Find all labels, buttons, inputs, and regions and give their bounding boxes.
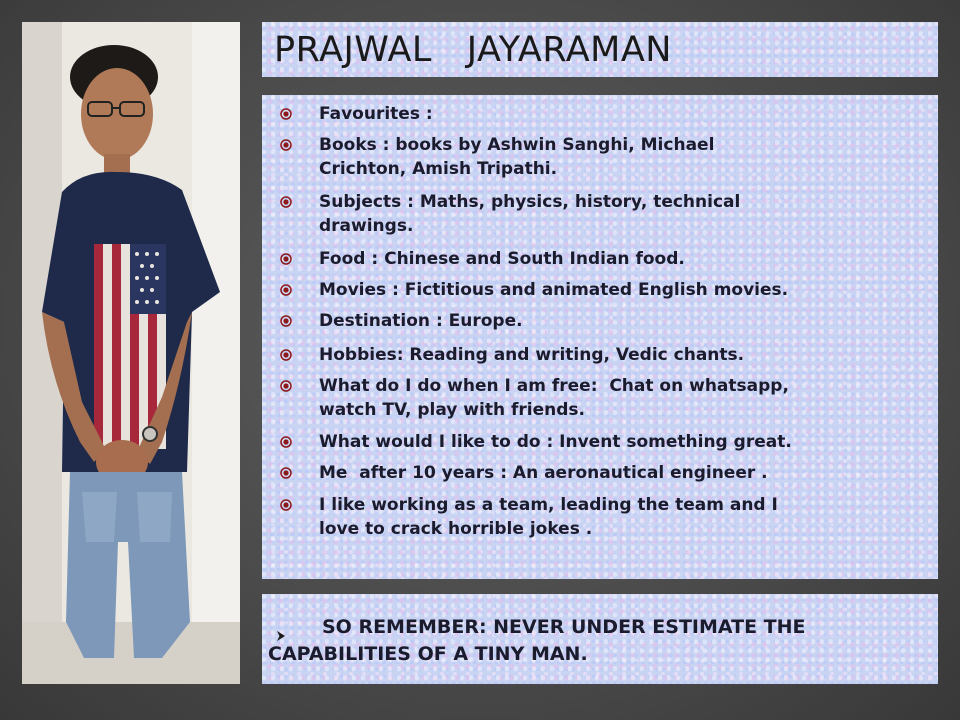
- circle-dot-icon: [280, 380, 292, 392]
- circle-dot-icon: [280, 196, 292, 208]
- footer-panel: [262, 594, 938, 684]
- closing-statement-text: SO REMEMBER: NEVER UNDER ESTIMATE THE CAPABILITIES OF A TINY MAN.: [268, 616, 806, 665]
- circle-dot-icon: [280, 436, 292, 448]
- list-item-text: Subjects : Maths, physics, history, technical drawings.: [319, 192, 741, 236]
- list-item: [262, 493, 938, 589]
- circle-dot-icon: [280, 499, 292, 511]
- list-item-text: What would I like to do : Invent something great.: [319, 432, 792, 452]
- circle-dot-icon: [280, 139, 292, 151]
- list-item-text: Food : Chinese and South Indian food.: [319, 249, 685, 269]
- circle-dot-icon: [280, 253, 292, 265]
- list-item-text: Hobbies: Reading and writing, Vedic chants.: [319, 345, 745, 365]
- content-panel: [262, 95, 938, 579]
- list-item-text: Me after 10 years : An aeronautical engineer .: [319, 463, 768, 483]
- circle-dot-icon: [280, 108, 292, 120]
- slide-title: PRAJWAL JAYARAMAN: [274, 30, 672, 70]
- circle-dot-icon: [280, 349, 292, 361]
- portrait-photo: [22, 22, 240, 684]
- list-item-text: I like working as a team, leading the team and I love to crack horrible jokes .: [319, 495, 778, 539]
- list-item-text: What do I do when I am free: Chat on whatsapp, watch TV, play with friends.: [319, 376, 789, 420]
- circle-dot-icon: [280, 315, 292, 327]
- list-item-text: Destination : Europe.: [319, 311, 523, 331]
- list-item-text: Movies : Fictitious and animated English movies.: [319, 280, 789, 300]
- list-item-text: Favourites :: [319, 104, 433, 124]
- title-panel: [262, 22, 938, 77]
- arrow-right-icon: [276, 622, 286, 632]
- circle-dot-icon: [280, 467, 292, 479]
- list-item-text: Books : books by Ashwin Sanghi, Michael Crichton, Amish Tripathi.: [319, 135, 715, 179]
- circle-dot-icon: [280, 284, 292, 296]
- closing-statement: [268, 614, 928, 668]
